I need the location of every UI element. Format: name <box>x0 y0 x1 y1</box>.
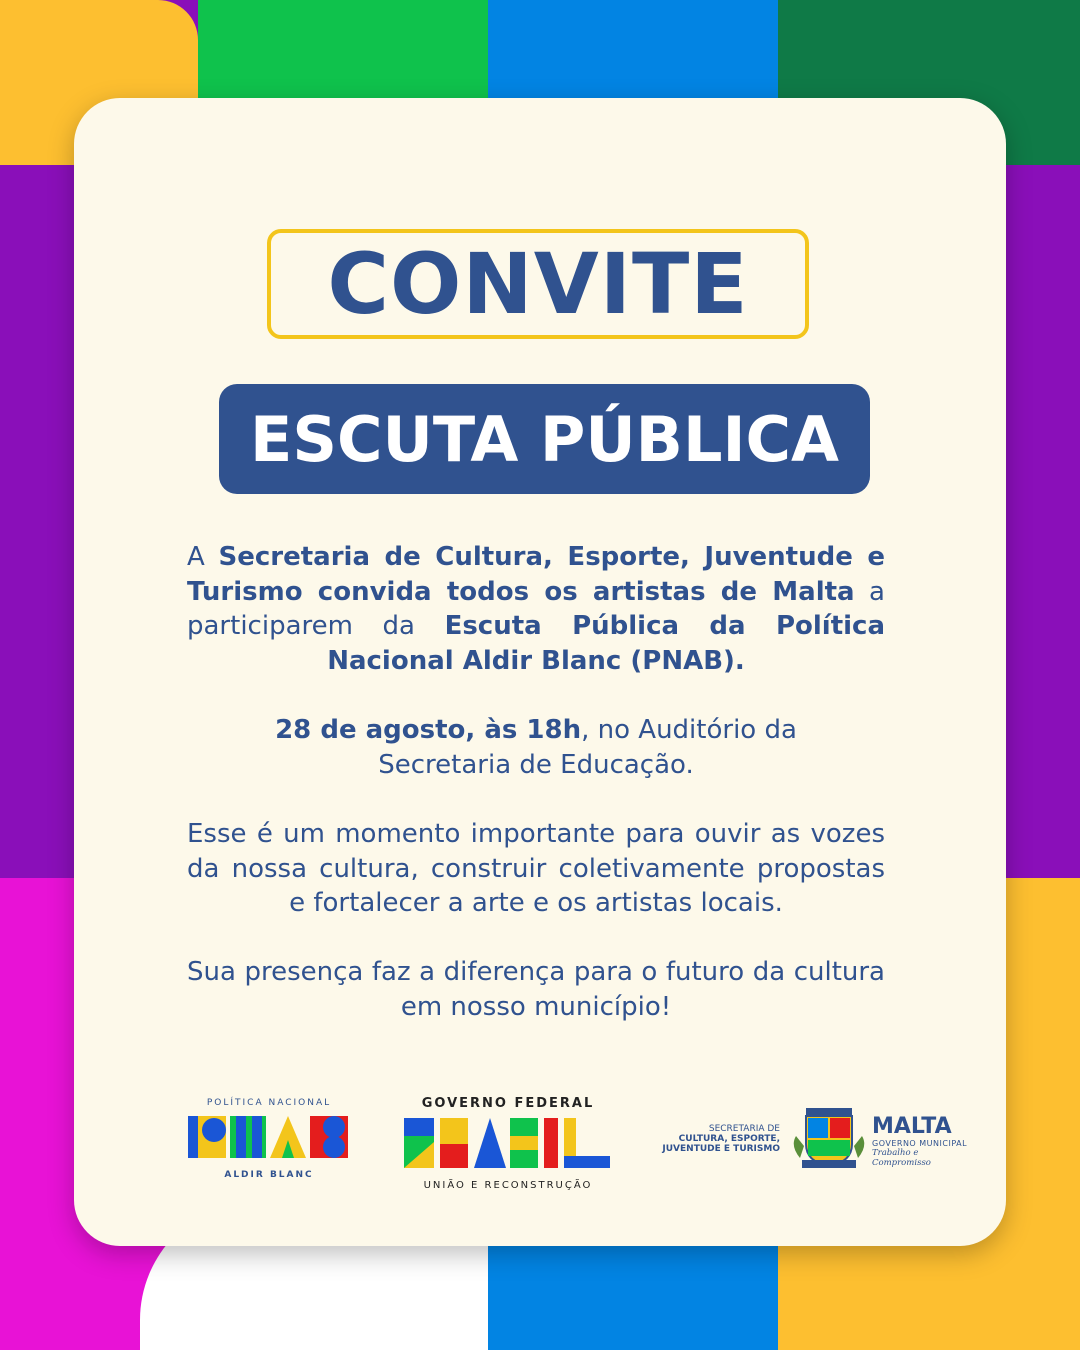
malta-logo-text <box>872 1114 972 1168</box>
closing-paragraph: Sua presença faz a diferença para o futuro da cultura em nosso município! <box>187 957 885 1022</box>
governo-federal-text: GOVERNO FEDERAL <box>421 1096 595 1111</box>
pnab-bottom-text: ALDIR BLANC <box>224 1170 314 1180</box>
malta-governo-municipal: GOVERNO MUNICIPAL <box>872 1139 968 1148</box>
invitation-title: CONVITE <box>327 235 749 333</box>
intro-text-a: A <box>187 542 219 572</box>
malta-name: MALTA <box>872 1114 952 1139</box>
subtitle-banner <box>219 384 870 494</box>
malta-crest-icon <box>790 1106 868 1170</box>
intro-text-c: a participarem da <box>187 576 885 641</box>
secretaria-line2: CULTURA, ESPORTE, <box>678 1134 780 1144</box>
governo-federal-logo <box>402 1096 614 1194</box>
pnab-letters <box>188 1112 350 1162</box>
secretaria-line1: SECRETARIA DE <box>708 1124 780 1134</box>
event-date: 28 de agosto, às 18h <box>275 715 582 745</box>
intro-paragraph <box>187 540 885 678</box>
importance-paragraph: Esse é um momento importante para ouvir as vozes da nossa cultura, construir coletivamente propostas e fortalecer a arte e os artistas locais. <box>187 819 885 918</box>
event-location: , no Auditório da Secretaria de Educação. <box>378 715 797 780</box>
uniao-reconstrucao-text: UNIÃO E RECONSTRUÇÃO <box>423 1180 593 1191</box>
secretaria-line3: JUVENTUDE E TURISMO <box>662 1144 780 1154</box>
secretaria-logo-text <box>640 1124 780 1154</box>
date-paragraph <box>187 713 885 782</box>
pnab-top-text: POLÍTICA NACIONAL <box>206 1098 332 1108</box>
event-subtitle: ESCUTA PÚBLICA <box>250 402 839 476</box>
brasil-letters <box>402 1116 614 1170</box>
title-frame <box>267 229 809 339</box>
intro-bold-pnab: Escuta Pública da Política Nacional Aldir Blanc (PNAB). <box>327 611 885 676</box>
intro-bold-secretaria: Secretaria de Cultura, Esporte, Juventude e Turismo convida todos os artistas de Malta <box>187 542 886 607</box>
malta-slogan: Trabalho e Compromisso <box>872 1148 931 1168</box>
pnab-logo <box>188 1098 350 1184</box>
